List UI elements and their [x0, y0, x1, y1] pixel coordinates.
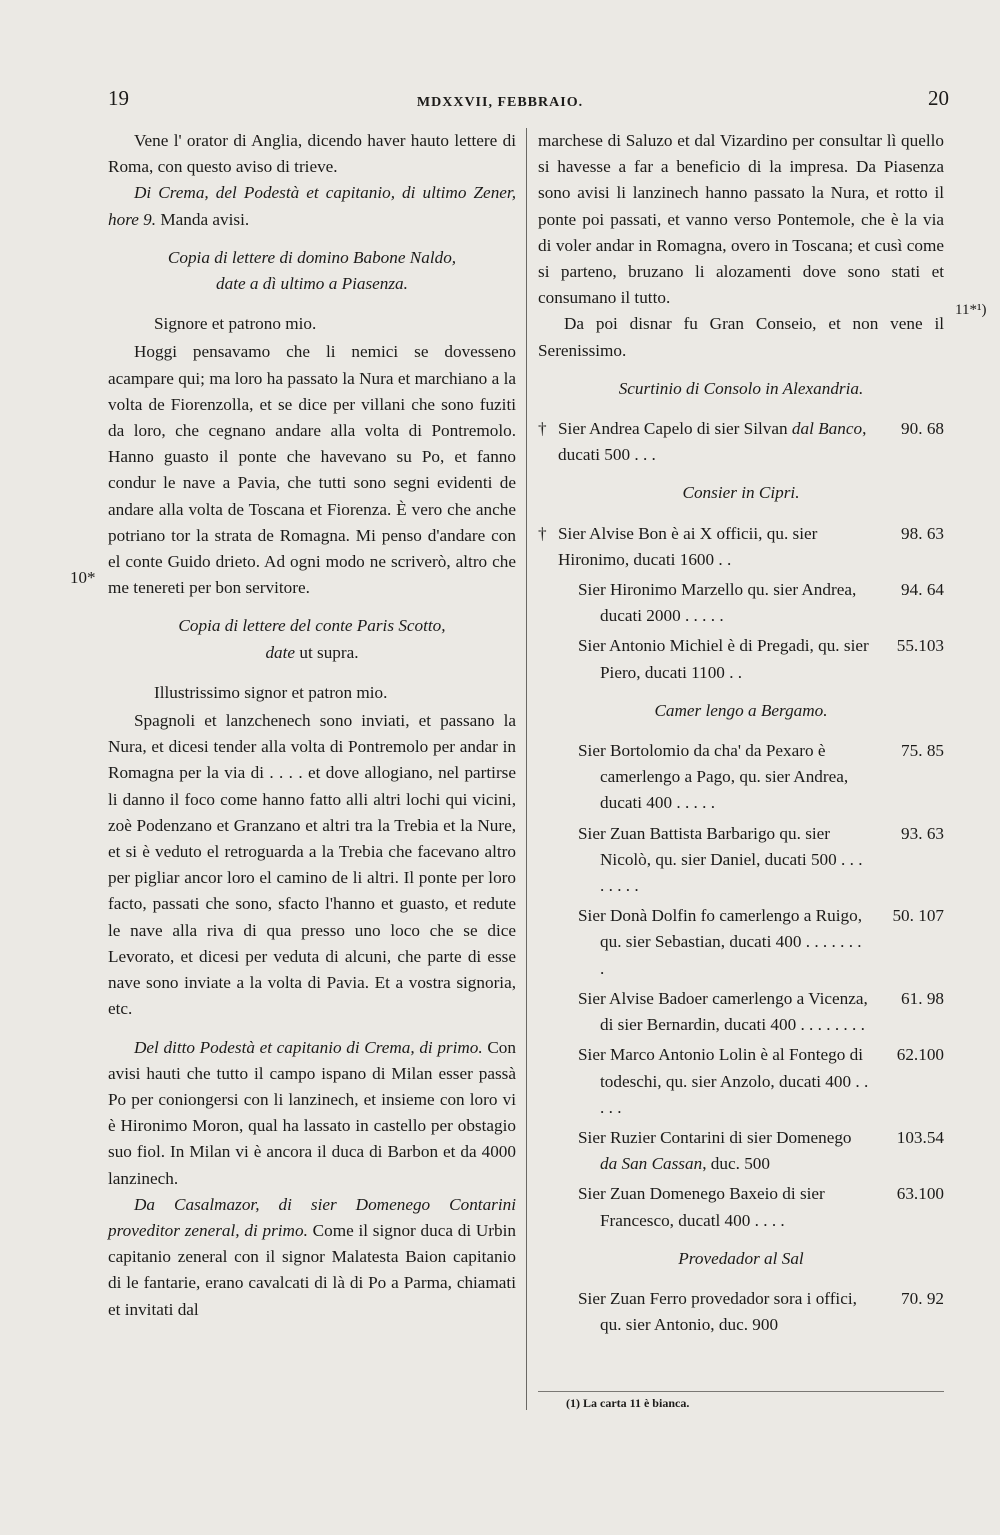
paragraph-text: Manda avisi. [156, 209, 250, 229]
paragraph: Spagnoli et lanzchenech sono inviati, et passano la Nura, et dicesi tender alla volta di Pontremolo per andar in Romagna per la via di . . . . et dove allogiano, nel partirse li danno il foco come hanno fatto alli altri lochi qui vicini, zoè Podenzano et Granzano et altri tra la Trebia et la Nure, et si è veduto el retroguarda a la Trebia che facevano altro per pigliar ancor loro el camino de li altri. Il ponte per loro facto, passati che sono, sfacto l'hanno et guasto, et redute le nave alla riva di qua presso uno loco che se dice Levorato, et dicesi per veduta di alcuni, che parte di esse nave sono inviate a la volta di Pavia. Et a vostra signoria, etc. [108, 711, 516, 1019]
ballot-entry [538, 633, 944, 685]
vote-count: 55.103 [896, 636, 944, 656]
dagger-mark: † [538, 523, 547, 543]
margin-note-left: 10* [70, 568, 96, 587]
entry-text [538, 416, 870, 468]
entry-text: Sier Zuan Ferro provedador sora i offici, qu. sier Antonio, duc. 900 [578, 1288, 857, 1335]
dagger-mark: † [538, 419, 547, 439]
page-number-left: 19 [108, 86, 129, 110]
paragraph: Vene l' orator di Anglia, dicendo haver hauto lettere di Roma, con questo aviso di trieve. [108, 131, 516, 177]
paragraph: Hoggi pensavamo che li nemici se dovesseno acampare qui; ma loro ha passato la Nura et marchiano a la volta de Fiorenzolla, et se dice per villani che sono fuziti da loro, che cegnano andare alla volta di Pontremolo. Hanno guasto il ponte che havevano su Po, et fanno condur le nave a Pavia, che tutti sono segni evidenti de andare alla volta de Toscana et Fiorenza. È vero che anche potriano tor la strata de Romagna. Mi penso d'andare con el conte Guido drieto. Ad ogni modo ne scriverò, altro che me tenereti per bon servitore. [108, 342, 516, 598]
paragraph [108, 1035, 516, 1192]
vote-count: 63.100 [896, 1184, 944, 1204]
page-number-right: 20 [928, 86, 949, 110]
vote-count: 98. 63 [901, 523, 944, 543]
section-heading: Consier in Cipri. [682, 483, 800, 503]
heading-line: Copia di lettere di domino Babone Naldo, [167, 247, 457, 267]
ballot-entry [538, 416, 944, 468]
paragraph: marchese di Saluzo et dal Vizardino per consultar lì quello si havesse a far a beneficio di la impresa. Da Piasenza sono avisi li lanzinech hanno passato la Nura, et rotto il ponte poi passati, et vanno verso Pontemole, che è la via di voler andar in Romagna, overo in Toscana; et cusì come si parteno, bruzano li alozamenti dove sono stati et consumano il tutto. [538, 131, 944, 308]
ballot-entry [538, 1181, 944, 1233]
entry-name: Sier Andrea Capelo di sier Silvan [558, 419, 792, 439]
salutation: Illustrissimo signor et patron mio. [154, 682, 388, 702]
right-column [538, 128, 944, 1342]
entry-text: Sier Antonio Michiel è di Pregadi, qu. sier Piero, ducati 1100 . . [578, 636, 869, 682]
vote-count: 94. 64 [901, 580, 944, 600]
paragraph [108, 1192, 516, 1323]
section-heading [108, 613, 516, 665]
entry-text: Sier Zuan Battista Barbarigo qu. sier Nicolò, qu. sier Daniel, ducati 500 . . . . . . . . [578, 823, 863, 896]
heading-line: Copia di lettere del conte Paris Scotto, [178, 616, 446, 636]
left-column [108, 128, 516, 1323]
entry-italic: dal Banco [791, 419, 863, 439]
vote-count: 70. 92 [901, 1288, 944, 1308]
ballot-entry [538, 738, 944, 817]
heading-text: ut supra. [295, 642, 359, 662]
column-divider [526, 128, 527, 1410]
paragraph-text: Come il signor duca di Urbin capitanio zeneral con il signor Malatesta Baion capitanio di le fantarie, erano cavalcati di là di Po a Parma, chiamati et invitati dal [108, 1220, 516, 1319]
entry-text: Sier Zuan Domenego Baxeio di sier Francesco, ducatl 400 . . . . [578, 1184, 825, 1230]
margin-note-right: 11*¹) [955, 302, 987, 318]
running-head: MDXXVII, FEBBRAIO. [416, 95, 584, 110]
footnote-rule [538, 1391, 944, 1392]
ballot-entry [538, 1286, 944, 1338]
section-heading: Camer lengo a Bergamo. [654, 700, 828, 720]
vote-count: 93. 63 [901, 823, 944, 843]
paragraph: Da poi disnar fu Gran Conseio, et non vene il Serenissimo. [538, 314, 944, 360]
entry-rest: , ducati 500 . . . [558, 419, 867, 465]
entry-name: Sier Ruzier Contarini di sier Domenego [578, 1127, 852, 1147]
ballot-entry [538, 1125, 944, 1177]
entry-text: Sier Bortolomio da cha' da Pexaro è camerlengo a Pago, qu. sier Andrea, ducati 400 . . . . . [578, 741, 849, 813]
heading-italic: date [265, 642, 296, 662]
entry-text: Sier Hironimo Marzello qu. sier Andrea, ducati 2000 . . . . . [578, 580, 857, 626]
vote-count: 75. 85 [901, 741, 944, 761]
footnote: (1) La carta 11 è bianca. [566, 1396, 690, 1410]
vote-count: 103.54 [896, 1127, 944, 1147]
italic-heading: Di Crema, del Podestà et capitanio, di ultimo Zener, hore 9. [108, 183, 516, 229]
entry-text: Sier Donà Dolfin fo camerlengo a Ruigo, qu. sier Sebastian, ducati 400 . . . . . . . . [578, 906, 862, 978]
entry-text [538, 521, 870, 573]
italic-heading: Da Casalmazor, di sier Domenego Contarini proveditor zeneral, di primo. [108, 1194, 516, 1240]
ballot-entry [538, 577, 944, 629]
ballot-entry [538, 521, 944, 573]
heading-line: date a dì ultimo a Piasenza. [216, 274, 408, 294]
ballot-entry [538, 821, 944, 900]
vote-count: 90. 68 [901, 419, 944, 439]
section-heading: Provedador al Sal [678, 1248, 804, 1268]
vote-count: 50. 107 [892, 906, 944, 926]
italic-heading: Del ditto Podestà et capitanio di Crema, di primo. [134, 1037, 483, 1057]
entry-italic: da San Cassan [600, 1154, 703, 1174]
entry-text [538, 1125, 870, 1177]
section-heading [108, 245, 516, 297]
salutation: Signore et patrono mio. [154, 314, 317, 334]
entry-rest: , duc. 500 [702, 1154, 770, 1174]
vote-count: 61. 98 [901, 988, 944, 1008]
entry-text: Sier Marco Antonio Lolin è al Fontego di todeschi, qu. sier Anzolo, ducati 400 . . . . . [578, 1045, 869, 1117]
entry-text: Sier Alvise Badoer camerlengo a Vicenza, di sier Bernardin, ducati 400 . . . . . . . . [578, 988, 868, 1035]
entry-name: Sier Alvise Bon è ai X officii, qu. sier Hironimo, ducati 1600 . . [558, 523, 818, 569]
ballot-entry [538, 903, 944, 982]
vote-count: 62.100 [896, 1045, 944, 1065]
ballot-entry [538, 986, 944, 1038]
paragraph [108, 180, 516, 232]
heading-line [108, 640, 516, 666]
paragraph-text: Con avisi hauti che tutto il campo ispano di Milan esser passà Po per coniongersi con li lanzinech, et insieme con loro vi è Hironimo Moron, qual ha lassato in castello per obstagio suo fiol. In Milan vi è ancora il duca di Barbon et da 4000 lanzinech. [108, 1037, 516, 1188]
section-heading: Scurtinio di Consolo in Alexandria. [618, 378, 864, 398]
ballot-entry [538, 1042, 944, 1121]
